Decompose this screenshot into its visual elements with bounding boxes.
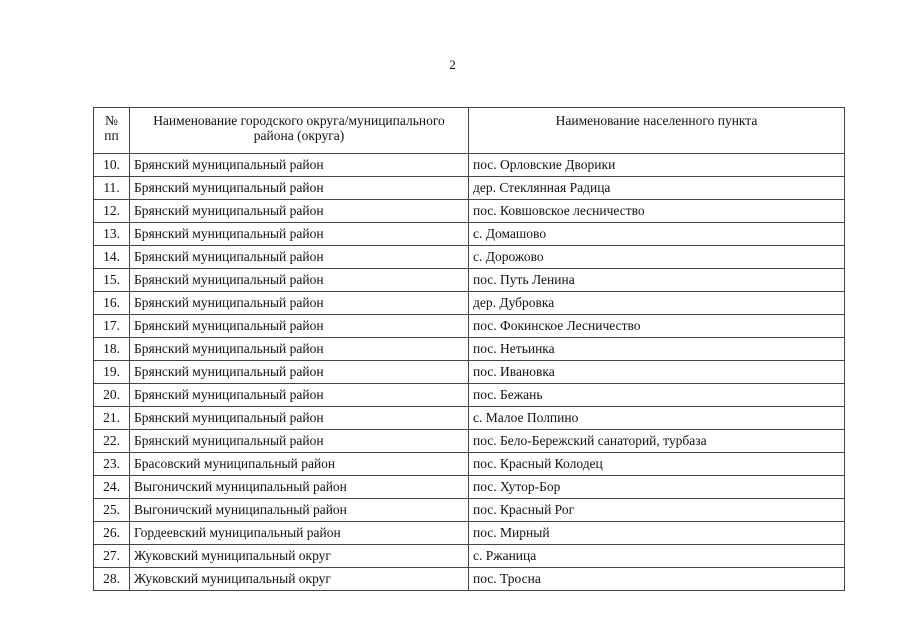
table-row	[94, 545, 845, 568]
row-settlement: с. Домашово	[469, 223, 845, 246]
row-district: Выгоничский муниципальный район	[130, 499, 469, 522]
row-district: Брянский муниципальный район	[130, 269, 469, 292]
row-settlement: пос. Ковшовское лесничество	[469, 200, 845, 223]
row-number: 15.	[94, 269, 130, 292]
row-settlement: пос. Нетьинка	[469, 338, 845, 361]
row-district: Брасовский муниципальный район	[130, 453, 469, 476]
row-settlement: пос. Тросна	[469, 568, 845, 591]
row-settlement: дер. Дубровка	[469, 292, 845, 315]
table-row	[94, 384, 845, 407]
row-district: Гордеевский муниципальный район	[130, 522, 469, 545]
row-settlement: с. Ржаница	[469, 545, 845, 568]
row-district: Жуковский муниципальный округ	[130, 545, 469, 568]
row-settlement: пос. Ивановка	[469, 361, 845, 384]
table-row	[94, 522, 845, 545]
table-row	[94, 246, 845, 269]
header-row	[94, 108, 845, 154]
row-district: Брянский муниципальный район	[130, 223, 469, 246]
row-number: 19.	[94, 361, 130, 384]
row-settlement: пос. Красный Колодец	[469, 453, 845, 476]
table-header	[94, 108, 845, 154]
table-row	[94, 292, 845, 315]
table-row	[94, 407, 845, 430]
table-row	[94, 269, 845, 292]
row-number: 24.	[94, 476, 130, 499]
row-number: 13.	[94, 223, 130, 246]
row-number: 25.	[94, 499, 130, 522]
table-row	[94, 177, 845, 200]
row-number: 27.	[94, 545, 130, 568]
row-district: Выгоничский муниципальный район	[130, 476, 469, 499]
row-settlement: пос. Бежань	[469, 384, 845, 407]
header-number: № пп	[94, 108, 130, 154]
row-district: Брянский муниципальный район	[130, 292, 469, 315]
row-number: 21.	[94, 407, 130, 430]
page-number: 2	[449, 57, 456, 72]
row-number: 12.	[94, 200, 130, 223]
row-settlement: с. Малое Полпино	[469, 407, 845, 430]
row-number: 17.	[94, 315, 130, 338]
row-district: Брянский муниципальный район	[130, 430, 469, 453]
table-row	[94, 154, 845, 177]
row-number: 14.	[94, 246, 130, 269]
row-settlement: пос. Мирный	[469, 522, 845, 545]
table-row	[94, 568, 845, 591]
table-row	[94, 338, 845, 361]
row-settlement: пос. Орловские Дворики	[469, 154, 845, 177]
row-district: Брянский муниципальный район	[130, 407, 469, 430]
row-number: 26.	[94, 522, 130, 545]
table-row	[94, 361, 845, 384]
row-district: Брянский муниципальный район	[130, 315, 469, 338]
row-number: 11.	[94, 177, 130, 200]
settlements-table	[93, 107, 845, 591]
row-settlement: пос. Хутор-Бор	[469, 476, 845, 499]
row-settlement: пос. Путь Ленина	[469, 269, 845, 292]
row-number: 23.	[94, 453, 130, 476]
row-district: Брянский муниципальный район	[130, 154, 469, 177]
row-number: 16.	[94, 292, 130, 315]
table-row	[94, 200, 845, 223]
row-district: Жуковский муниципальный округ	[130, 568, 469, 591]
row-number: 20.	[94, 384, 130, 407]
row-settlement: пос. Бело-Бережский санаторий, турбаза	[469, 430, 845, 453]
row-number: 22.	[94, 430, 130, 453]
row-number: 18.	[94, 338, 130, 361]
table-row	[94, 430, 845, 453]
row-number: 28.	[94, 568, 130, 591]
table-row	[94, 476, 845, 499]
row-settlement: с. Дорожово	[469, 246, 845, 269]
table-row	[94, 315, 845, 338]
table-row	[94, 223, 845, 246]
table-body	[94, 154, 845, 591]
row-number: 10.	[94, 154, 130, 177]
table-row	[94, 499, 845, 522]
row-district: Брянский муниципальный район	[130, 361, 469, 384]
row-district: Брянский муниципальный район	[130, 246, 469, 269]
header-district: Наименование городского округа/муниципального района (округа)	[130, 108, 469, 154]
header-settlement: Наименование населенного пункта	[469, 108, 845, 154]
table-row	[94, 453, 845, 476]
row-settlement: пос. Красный Рог	[469, 499, 845, 522]
row-district: Брянский муниципальный район	[130, 338, 469, 361]
row-district: Брянский муниципальный район	[130, 200, 469, 223]
row-settlement: пос. Фокинское Лесничество	[469, 315, 845, 338]
row-settlement: дер. Стеклянная Радица	[469, 177, 845, 200]
row-district: Брянский муниципальный район	[130, 177, 469, 200]
row-district: Брянский муниципальный район	[130, 384, 469, 407]
